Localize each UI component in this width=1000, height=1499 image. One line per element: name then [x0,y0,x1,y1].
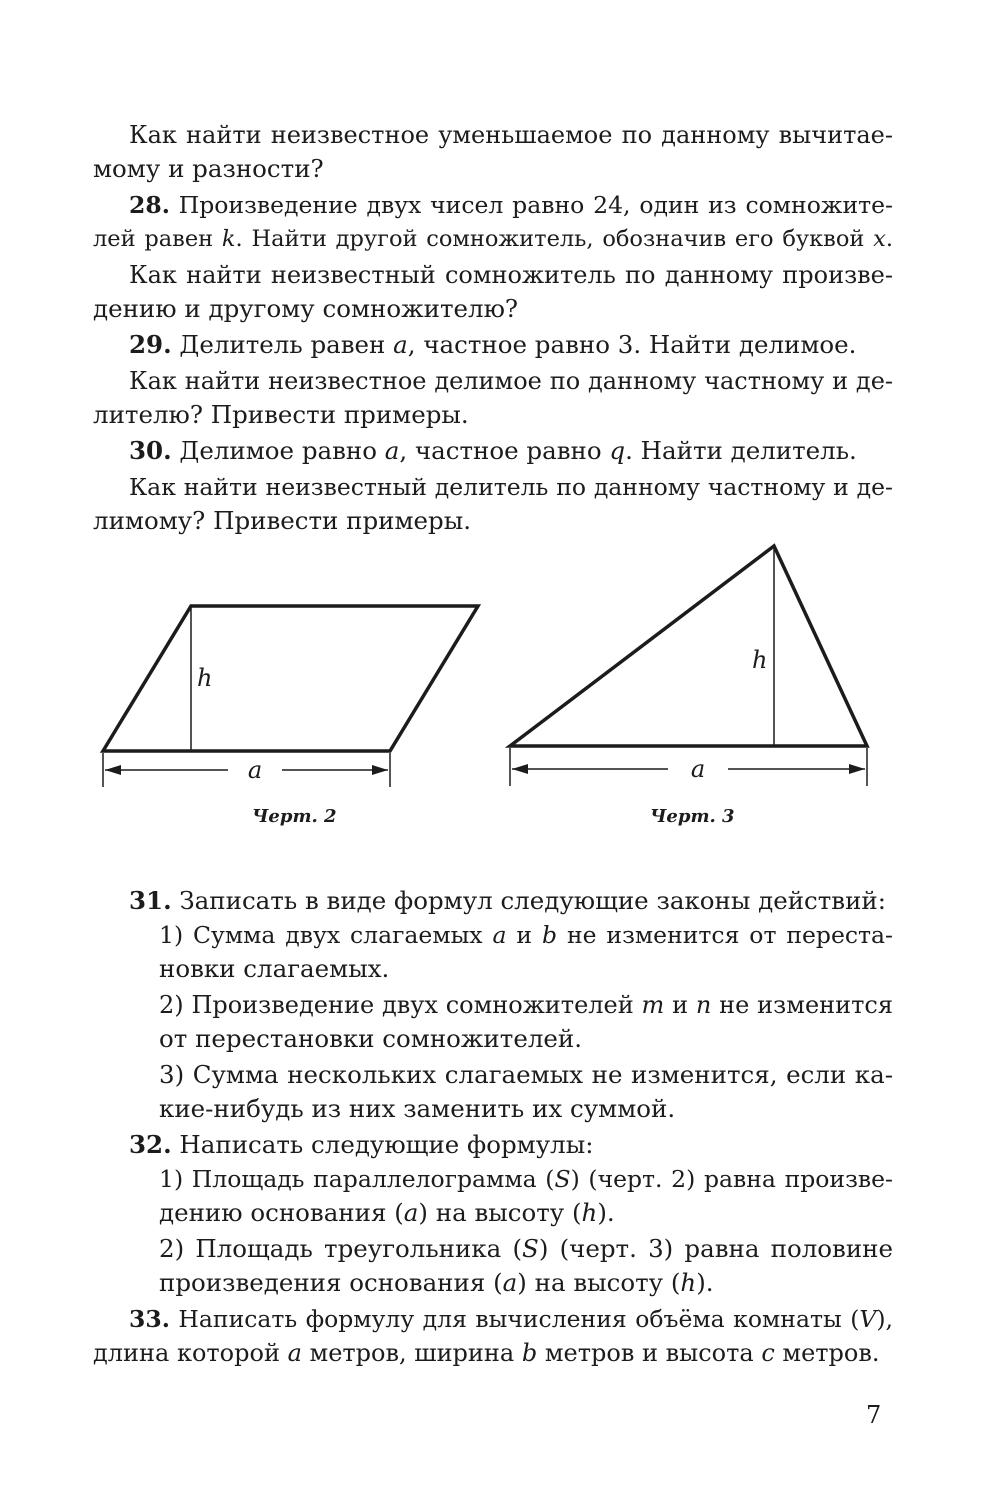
exercise-32-line [129,1128,593,1162]
text-line [159,1162,893,1196]
text-span: ). [696,1268,714,1297]
text-span: ) на высоту ( [418,1198,582,1227]
text-span: Написать следующие формулы: [171,1130,594,1159]
page-number: 7 [866,1401,882,1429]
text-line [159,918,893,952]
exercise-30-line [129,434,857,468]
text-line [159,988,893,1022]
arrowhead-left [512,764,528,774]
exercise-31-line [129,884,886,918]
triangle [510,546,867,746]
arrowhead-left [105,765,121,775]
variable: m [641,991,665,1019]
exercise-number: 28. [129,191,170,219]
text-line: лимому? Привести примеры. [93,506,472,535]
text-span: метров, ширина [301,1339,522,1367]
variable: a [502,1268,518,1297]
text-span: Записать в виде формул следующие законы действий: [171,886,887,915]
text-line: мому и разности? [93,154,324,183]
text-line [93,222,893,256]
text-span: ) (черт. 2) равна произве- [570,1165,893,1193]
text-line [93,1336,880,1370]
exercise-29-line [129,328,856,362]
text-span: лей равен [93,226,222,252]
variable: h [680,1268,697,1297]
base-label: a [690,755,706,783]
text-span: 1) Сумма двух слагаемых [159,921,493,949]
exercise-28-line [129,188,893,222]
exercise-number: 32. [129,1130,172,1159]
figure-caption-3: Черт. 3 [650,806,735,827]
text-line: Как найти неизвестный сомножитель по данному произве- [129,261,893,289]
variable: n [695,991,712,1019]
variable: a [287,1339,302,1367]
parallelogram [103,606,478,751]
triangle-figure [510,546,867,786]
text-line: дению и другому сомножителю? [93,294,519,323]
text-span: длина которой [93,1339,288,1367]
variable: S [522,1234,539,1263]
text-span: . Найти другой сомножитель, обозначив его буквой [235,226,874,252]
variable: k [221,226,236,252]
text-span: ) (черт. 3) равна половине [538,1234,893,1263]
text-span: ). [597,1198,615,1227]
variable: a [393,330,408,359]
variable: x [873,226,886,252]
text-span: Произведение двух чисел равно 24, один из сомножите- [169,191,893,219]
text-span: 2) Площадь треугольника ( [159,1234,523,1263]
text-line: Как найти неизвестное уменьшаемое по данному вычитае- [129,121,893,149]
text-span: и [506,921,542,949]
arrowhead-right [372,765,388,775]
text-span: . [885,226,893,252]
exercise-number: 33. [129,1305,170,1333]
text-line: кие-нибудь из них заменить их суммой. [159,1094,676,1123]
text-span: 2) Произведение двух сомножителей [159,991,642,1019]
height-label: h [197,664,213,692]
text-line: от перестановки сомножителей. [159,1024,582,1053]
variable: V [859,1305,877,1333]
variable: q [609,436,626,465]
text-span: Делимое равно [171,436,385,465]
variable: b [521,1339,538,1367]
text-span: 1) Площадь параллелограмма ( [159,1165,555,1193]
exercise-number: 30. [129,436,172,465]
figures [0,530,1000,790]
text-line: новки слагаемых. [159,954,390,983]
text-span: метров. [774,1339,880,1367]
text-line: Как найти неизвестный делитель по данному частному и де- [129,473,893,501]
height-label: h [752,646,768,674]
text-line: 3) Сумма нескольких слагаемых не изменится, если ка- [159,1060,893,1089]
exercise-number: 31. [129,886,172,915]
text-span: дению основания ( [159,1198,404,1227]
text-span: произведения основания ( [159,1268,503,1297]
text-span: , частное равно 3. Найти делимое. [407,330,857,359]
text-span: Написать формулу для вычисления объёма комнаты ( [169,1305,860,1333]
variable: a [384,436,400,465]
variable: b [541,921,558,949]
exercise-33-line [129,1302,893,1336]
base-label: a [247,756,263,784]
text-line [159,1196,615,1230]
text-line [159,1232,893,1266]
arrowhead-right [849,764,865,774]
text-span: Делитель равен [171,330,394,359]
text-span: не изменится [711,991,893,1019]
variable: a [492,921,507,949]
text-line: Как найти неизвестное делимое по данному частному и де- [129,367,893,395]
text-span: не изменится от переста- [557,921,893,949]
text-span: . Найти делитель. [625,436,857,465]
variable: h [581,1198,598,1227]
text-span: и [664,991,696,1019]
text-span: ), [876,1305,893,1333]
exercise-number: 29. [129,330,172,359]
text-line: лителю? Привести примеры. [93,400,469,429]
text-span: , частное равно [399,436,610,465]
figure-caption-2: Черт. 2 [252,806,337,827]
variable: a [403,1198,419,1227]
variable: S [554,1165,571,1193]
text-span: метров и высота [537,1339,762,1367]
text-span: ) на высоту ( [517,1268,681,1297]
variable: c [761,1339,775,1367]
text-line [159,1266,714,1300]
parallelogram-figure [103,606,478,787]
